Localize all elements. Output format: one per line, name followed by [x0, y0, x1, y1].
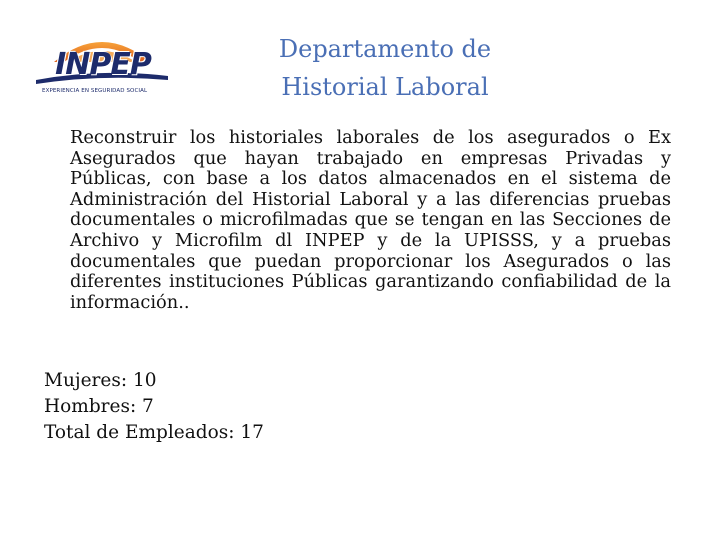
employee-stats	[44, 368, 444, 446]
title-line-2: Historial Laboral	[281, 73, 489, 101]
title-line-1: Departamento de	[278, 35, 492, 63]
department-description: Reconstruir los historiales laborales de los asegurados o Ex Asegurados que hayan trabajado en empresas Privadas y Públicas, con base a los datos almacenados en el sistema de Administración del Historial Laboral y a las diferencias pruebas documentales o microfilmadas que se tengan en las Secciones de Archivo y Microfilm dl INPEP y de la UPISSS, y a pruebas documentales que puedan proporcionar los Asegurados o las diferentes instituciones Públicas garantizando confiabilidad de la información..	[70, 127, 671, 313]
page-title	[230, 30, 540, 106]
logo-tagline: EXPERIENCIA EN SEGURIDAD SOCIAL	[42, 88, 148, 94]
logo-wordmark: INPEP	[55, 47, 151, 82]
stat-total: Total de Empleados: 17	[44, 422, 264, 443]
stat-men: Hombres: 7	[44, 396, 154, 417]
inpep-logo	[32, 28, 172, 100]
stat-women: Mujeres: 10	[44, 370, 157, 391]
